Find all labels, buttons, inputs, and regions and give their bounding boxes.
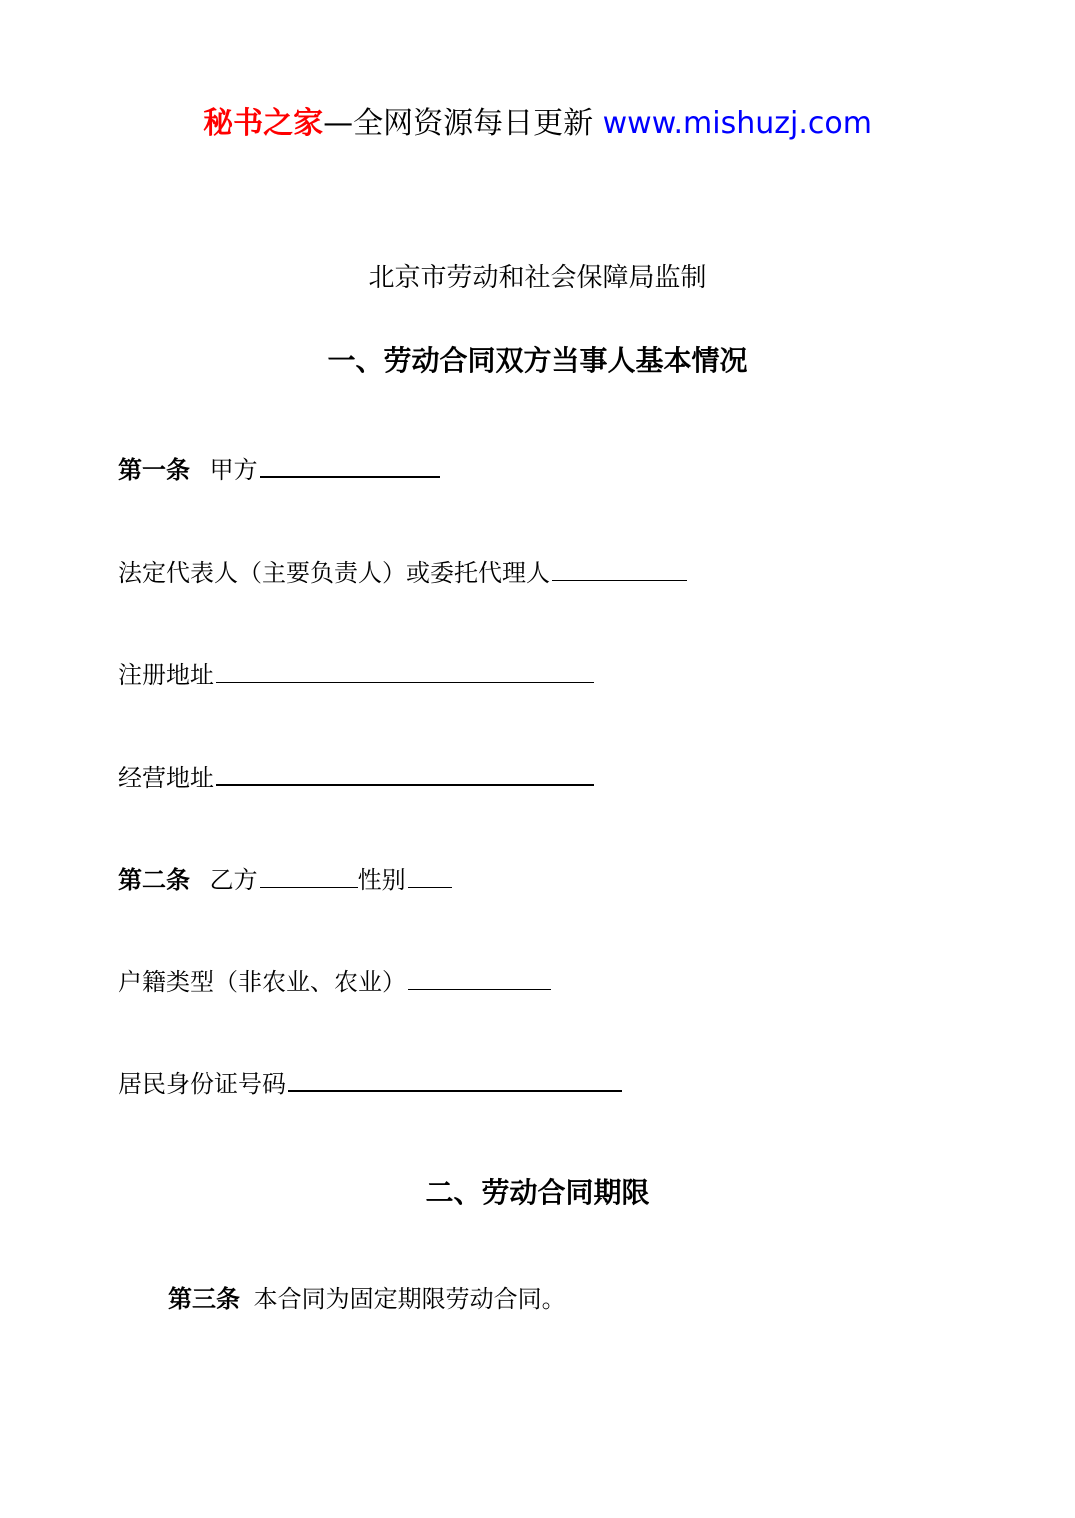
biz-address-label: 经营地址 bbox=[118, 764, 214, 792]
party-a-blank[interactable] bbox=[260, 475, 440, 478]
id-number-label: 居民身份证号码 bbox=[118, 1070, 286, 1098]
article-3-text: 本合同为固定期限劳动合同。 bbox=[253, 1285, 566, 1313]
site-url-link[interactable]: www.mishuzj.com bbox=[602, 106, 872, 141]
legal-rep-row bbox=[118, 555, 687, 591]
biz-address-blank[interactable] bbox=[216, 783, 594, 786]
supervisor-line: 北京市劳动和社会保障局监制 bbox=[368, 263, 707, 293]
article-2-label: 第二条 bbox=[118, 866, 190, 894]
party-a-label: 甲方 bbox=[209, 456, 258, 484]
legal-rep-label: 法定代表人（主要负责人）或委托代理人 bbox=[118, 559, 550, 587]
id-number-row bbox=[118, 1066, 622, 1102]
reg-address-label: 注册地址 bbox=[118, 661, 214, 689]
reg-address-blank[interactable] bbox=[216, 681, 594, 683]
section-1-title: 一、劳动合同双方当事人基本情况 bbox=[327, 344, 748, 377]
id-number-blank[interactable] bbox=[288, 1089, 622, 1092]
site-tagline: —全网资源每日更新 bbox=[323, 106, 594, 141]
party-b-blank[interactable] bbox=[260, 886, 358, 888]
brand-name: 秘书之家 bbox=[203, 106, 324, 141]
article-3-label: 第三条 bbox=[168, 1285, 240, 1313]
household-row bbox=[118, 964, 551, 1000]
party-b-label: 乙方 bbox=[209, 866, 258, 894]
article-2-row bbox=[118, 862, 452, 898]
gender-label: 性别 bbox=[357, 866, 406, 894]
article-1-label: 第一条 bbox=[118, 456, 190, 484]
household-label: 户籍类型（非农业、农业） bbox=[118, 968, 406, 996]
site-header bbox=[0, 102, 1075, 146]
reg-address-row bbox=[118, 657, 594, 693]
gender-blank[interactable] bbox=[408, 886, 452, 888]
household-blank[interactable] bbox=[408, 988, 551, 990]
article-3-row bbox=[168, 1281, 566, 1317]
article-1-row bbox=[118, 452, 440, 488]
biz-address-row bbox=[118, 760, 594, 796]
section-2-title: 二、劳动合同期限 bbox=[425, 1176, 650, 1209]
legal-rep-blank[interactable] bbox=[552, 579, 687, 581]
